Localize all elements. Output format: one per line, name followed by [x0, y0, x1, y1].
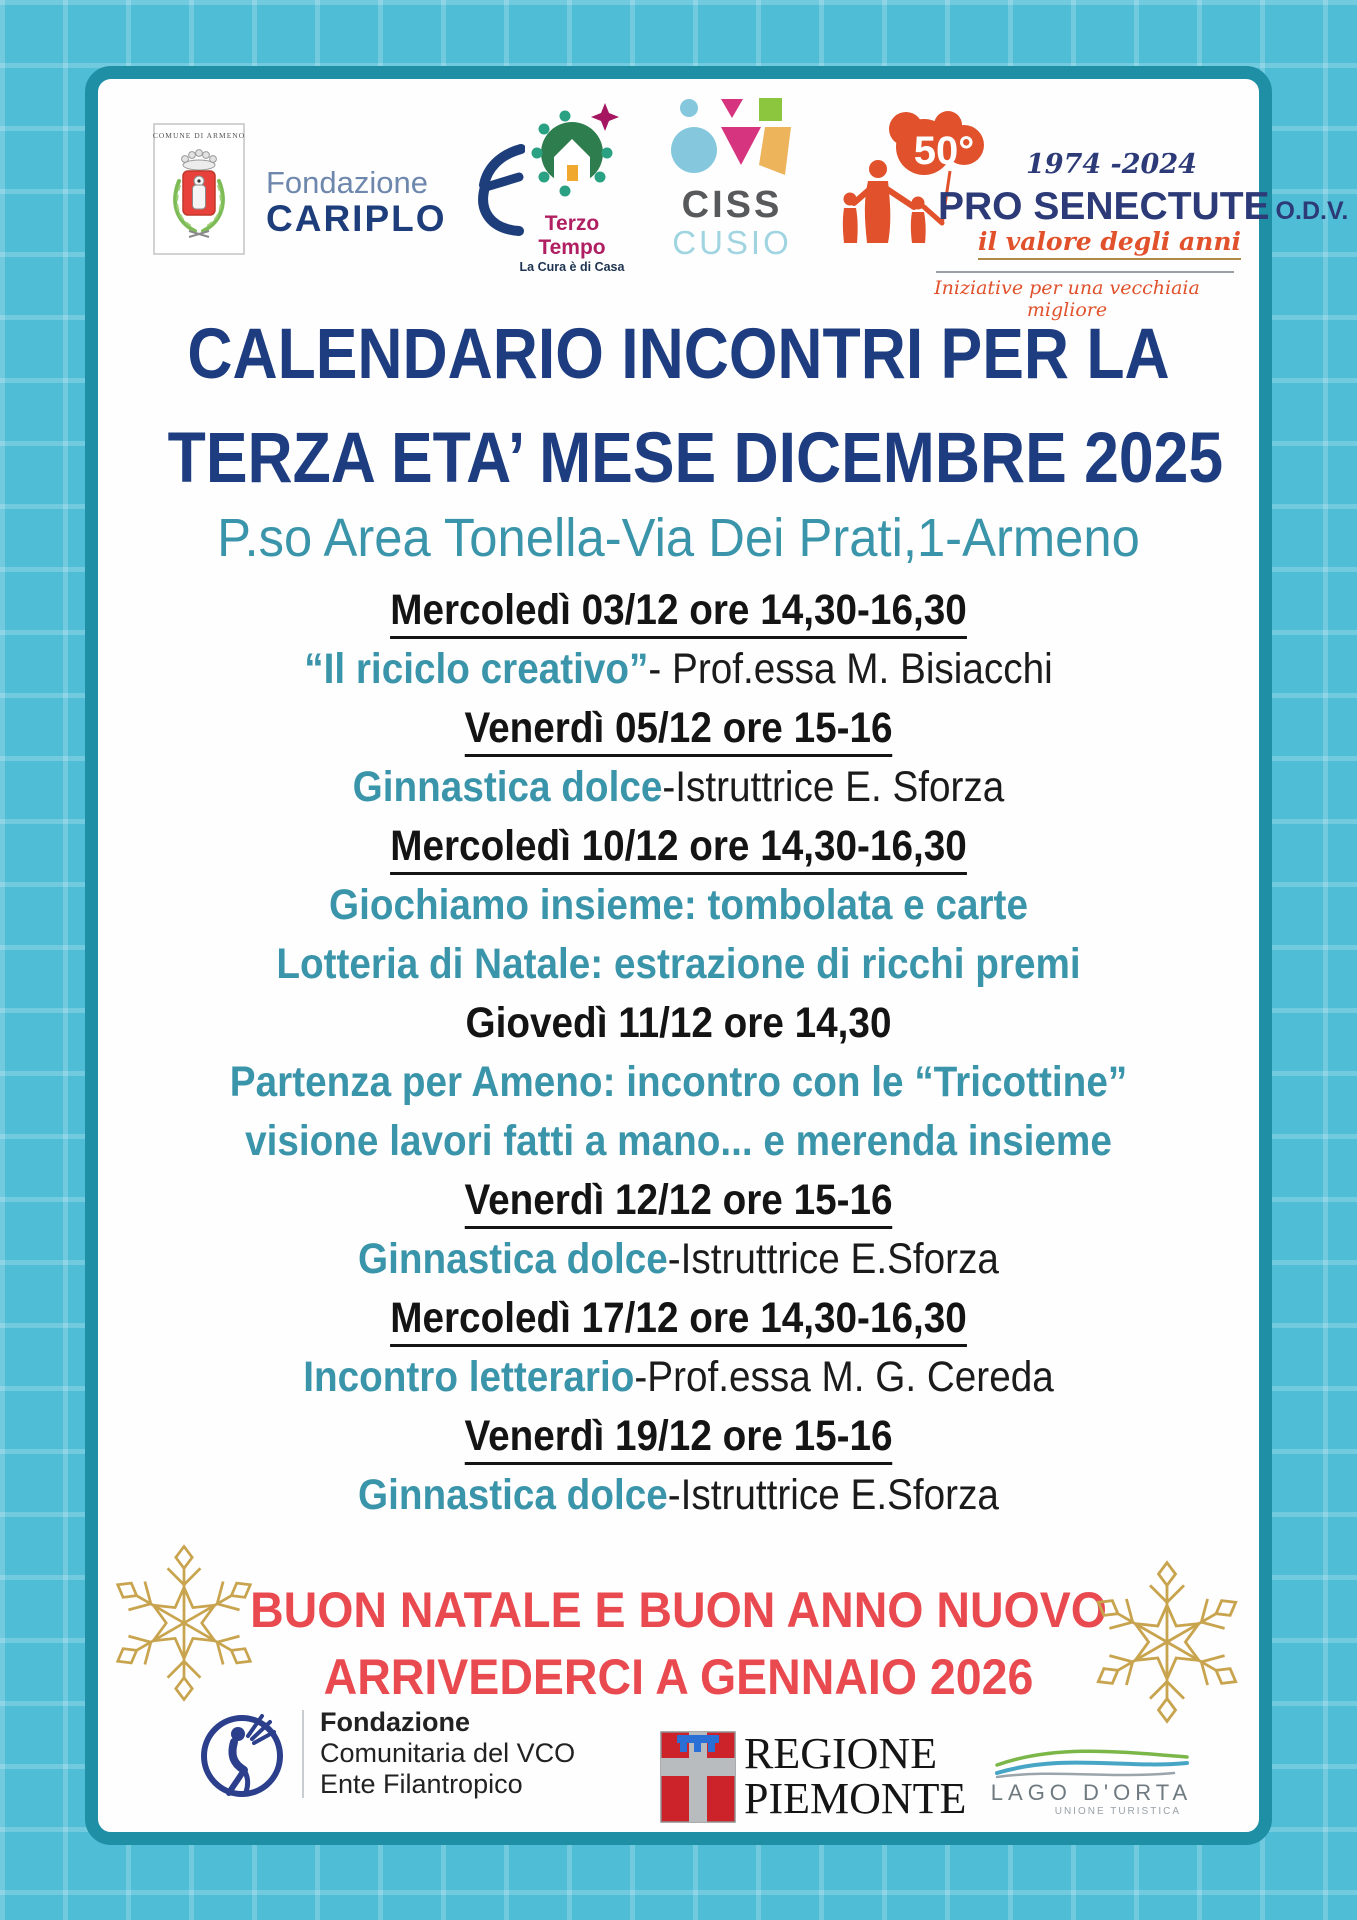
regione-line1: REGIONE: [744, 1729, 938, 1778]
closing-line1: BUON NATALE E BUON ANNO NUOVO: [250, 1582, 1107, 1638]
event-date: Giovedì 11/12 ore 14,30: [465, 999, 892, 1047]
event-activity-highlight: Ginnastica dolce: [358, 1235, 668, 1283]
event-line: [156, 1171, 1201, 1230]
pro-senectute-tagline: Iniziative per una vecchiaia migliore: [934, 277, 1200, 321]
event-date: Venerdì 05/12 ore 15-16: [464, 705, 892, 757]
pro-senectute-rule: [936, 271, 1234, 273]
event-activity-detail: -Istruttrice E.Sforza: [667, 1235, 999, 1283]
event-line: [156, 1407, 1201, 1466]
ciss-line1: CISS: [681, 184, 783, 226]
event-activity-highlight: Lotteria di Natale: estrazione di ricchi premi: [276, 940, 1081, 988]
pro-senectute-name: PRO SENECTUTE: [938, 185, 1270, 228]
event-date: Venerdì 19/12 ore 15-16: [464, 1413, 892, 1465]
events-list: [98, 581, 1259, 1525]
event-line: [156, 581, 1201, 640]
event-line: [156, 935, 1201, 994]
event-line: [156, 994, 1201, 1053]
regione-piemonte-shield-icon: [660, 1731, 736, 1823]
lago-dorta-logo: [984, 1739, 1199, 1817]
terzo-tempo-logo: [514, 101, 630, 274]
pro-senectute-motto: il valore degli anni: [978, 227, 1241, 260]
ciss-line2: CUSIO: [672, 223, 792, 261]
event-date: Venerdì 12/12 ore 15-16: [464, 1177, 892, 1229]
pro-senectute-odv: O.D.V.: [1275, 197, 1349, 225]
closing-line2: ARRIVEDERCI A GENNAIO 2026: [323, 1649, 1034, 1705]
event-activity-highlight: Partenza per Ameno: incontro con le “Tricottine”: [229, 1058, 1128, 1106]
comune-caption: COMUNE DI ARMENO: [153, 131, 245, 140]
title-line2: TERZA ETA’ MESE DICEMBRE 2025: [167, 419, 1224, 498]
fondazione-vco-icon: [196, 1708, 288, 1800]
comune-armeno-crest-logo: [153, 123, 245, 260]
pro-senectute-50-badge: 50°: [913, 129, 975, 173]
cariplo-line1: Fondazione: [266, 165, 429, 200]
event-activity-highlight: Ginnastica dolce: [358, 1471, 668, 1519]
event-activity-highlight: Ginnastica dolce: [352, 763, 663, 811]
vco-divider: [302, 1710, 304, 1798]
regione-piemonte-logo: [660, 1731, 966, 1823]
poster-title: [98, 303, 1259, 511]
event-activity-highlight: “Il riciclo creativo”: [304, 645, 649, 693]
snowflake-icon: [102, 1541, 266, 1705]
vco-line1: Fondazione: [320, 1707, 470, 1737]
event-line: [156, 758, 1201, 817]
terzo-tempo-name: Terzo Tempo: [538, 212, 606, 259]
event-activity-highlight: Incontro letterario: [303, 1353, 635, 1401]
fondazione-cariplo-logo: [266, 167, 525, 238]
ciss-cusio-logo: [664, 95, 800, 259]
cariplo-line2: CARIPLO: [266, 197, 447, 239]
comune-armeno-crest-icon: [153, 123, 245, 255]
event-date: Mercoledì 17/12 ore 14,30-16,30: [390, 1295, 967, 1347]
event-line: [156, 699, 1201, 758]
vco-line3: Ente Filantropico: [320, 1769, 523, 1799]
event-activity-highlight: Giochiamo insieme: tombolata e carte: [329, 881, 1028, 929]
event-activity-detail: - Prof.essa M. Bisiacchi: [648, 645, 1053, 693]
event-line: [156, 1112, 1201, 1171]
vco-line2: Comunitaria del VCO: [320, 1738, 576, 1768]
event-activity-detail: -Istruttrice E. Sforza: [662, 763, 1005, 811]
regione-line2: PIEMONTE: [744, 1774, 967, 1823]
lago-dorta-name: LAGO D'ORTA: [990, 1780, 1193, 1805]
event-date: Mercoledì 10/12 ore 14,30-16,30: [390, 823, 967, 875]
event-line: [156, 1466, 1201, 1525]
event-line: [156, 640, 1201, 699]
poster-address: P.so Area Tonella-Via Dei Prati,1-Armeno: [217, 508, 1140, 568]
title-line1: CALENDARIO INCONTRI PER LA: [187, 315, 1170, 394]
terzo-tempo-tagline: La Cura è di Casa: [519, 260, 625, 274]
event-line: [156, 876, 1201, 935]
event-line: [156, 1289, 1201, 1348]
snowflake-icon: [1082, 1557, 1252, 1727]
terzo-tempo-icon: [517, 101, 627, 205]
event-line: [156, 1053, 1201, 1112]
event-activity-detail: -Prof.essa M. G. Cereda: [634, 1353, 1054, 1401]
footer-logos: [98, 1707, 1259, 1832]
pro-senectute-years: 1974 -2024: [1026, 149, 1197, 180]
ciss-cusio-icon: [671, 95, 793, 177]
event-date: Mercoledì 03/12 ore 14,30-16,30: [390, 587, 967, 639]
event-line: [156, 817, 1201, 876]
pro-senectute-logo: [840, 105, 1349, 321]
event-activity-highlight: visione lavori fatti a mano... e merenda insieme: [245, 1117, 1112, 1165]
event-line: [156, 1230, 1201, 1289]
lago-dorta-sub: UNIONE TURISTICA: [1054, 1806, 1181, 1817]
event-line: [156, 1348, 1201, 1407]
event-activity-detail: -Istruttrice E.Sforza: [667, 1471, 999, 1519]
poster-card: [85, 66, 1349, 1845]
fondazione-vco-logo: [196, 1707, 575, 1800]
